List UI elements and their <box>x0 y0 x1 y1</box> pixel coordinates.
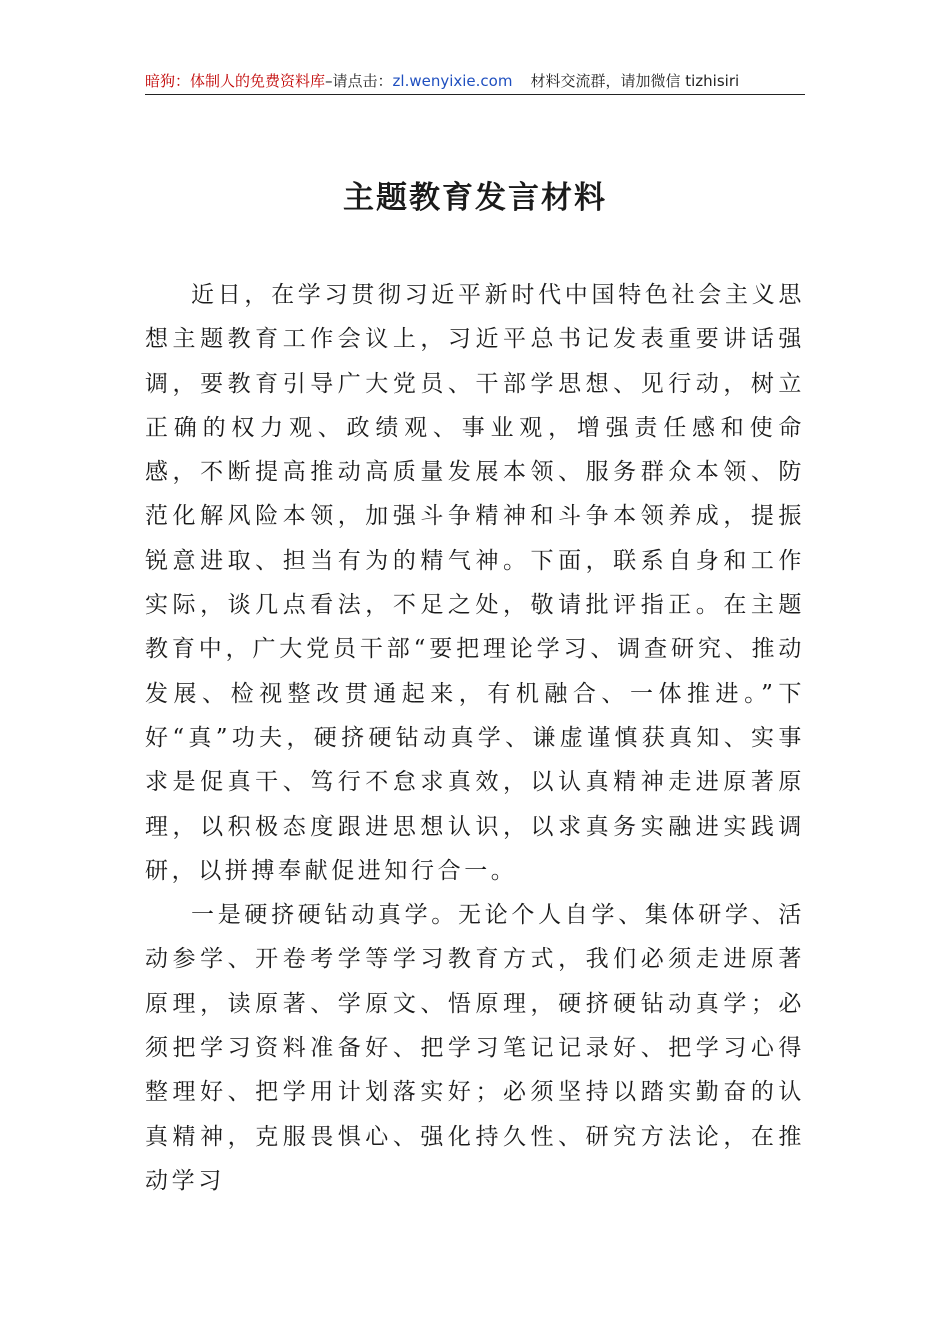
header-group-info: 材料交流群，请加微信 tizhisiri <box>530 72 740 90</box>
document-title: 主题教育发言材料 <box>343 180 607 216</box>
header-prompt: –请点击： <box>325 72 393 90</box>
paragraph-point-one: 一是硬挤硬钻动真学。无论个人自学、集体研学、活动参学、开卷考学等学习教育方式，我们必须走进原著原理，读原著、学原文、悟原理，硬挤硬钻动真学；必须把学习资料准备好、把学习笔记记录好、把学习心得整理好、把学用计划落实好；必须坚持以踏实勤奋的认真精神，克服畏惧心、强化持久性、研究方法论，在推动学习 <box>145 902 805 1194</box>
paragraph-intro: 近日，在学习贯彻习近平新时代中国特色社会主义思想主题教育工作会议上，习近平总书记发表重要讲话强调，要教育引导广大党员、干部学思想、见行动，树立正确的权力观、政绩观、事业观，增强责任感和使命感，不断提高推动高质量发展本领、服务群众本领、防范化解风险本领，加强斗争精神和斗争本领养成，提振锐意进取、担当有为的精气神。下面，联系自身和工作实际，谈几点看法，不足之处，敬请批评指正。在主题教育中，广大党员干部“要把理论学习、调查研究、推动发展、检视整改贯通起来，有机融合、一体推进。”下好“真”功夫，硬挤硬钻动真学、谦虚谨慎获真知、实事求是促真干、笃行不怠求真效，以认真精神走进原著原理，以积极态度跟进思想认识，以求真务实融进实践调研，以拼搏奉献促进知行合一。 <box>145 282 805 884</box>
header-brand: 暗狗：体制人的免费资料库 <box>145 72 326 90</box>
header-link[interactable]: zl.wenyixie.com <box>392 72 513 90</box>
page-header <box>145 68 805 95</box>
document-body <box>145 273 805 1203</box>
